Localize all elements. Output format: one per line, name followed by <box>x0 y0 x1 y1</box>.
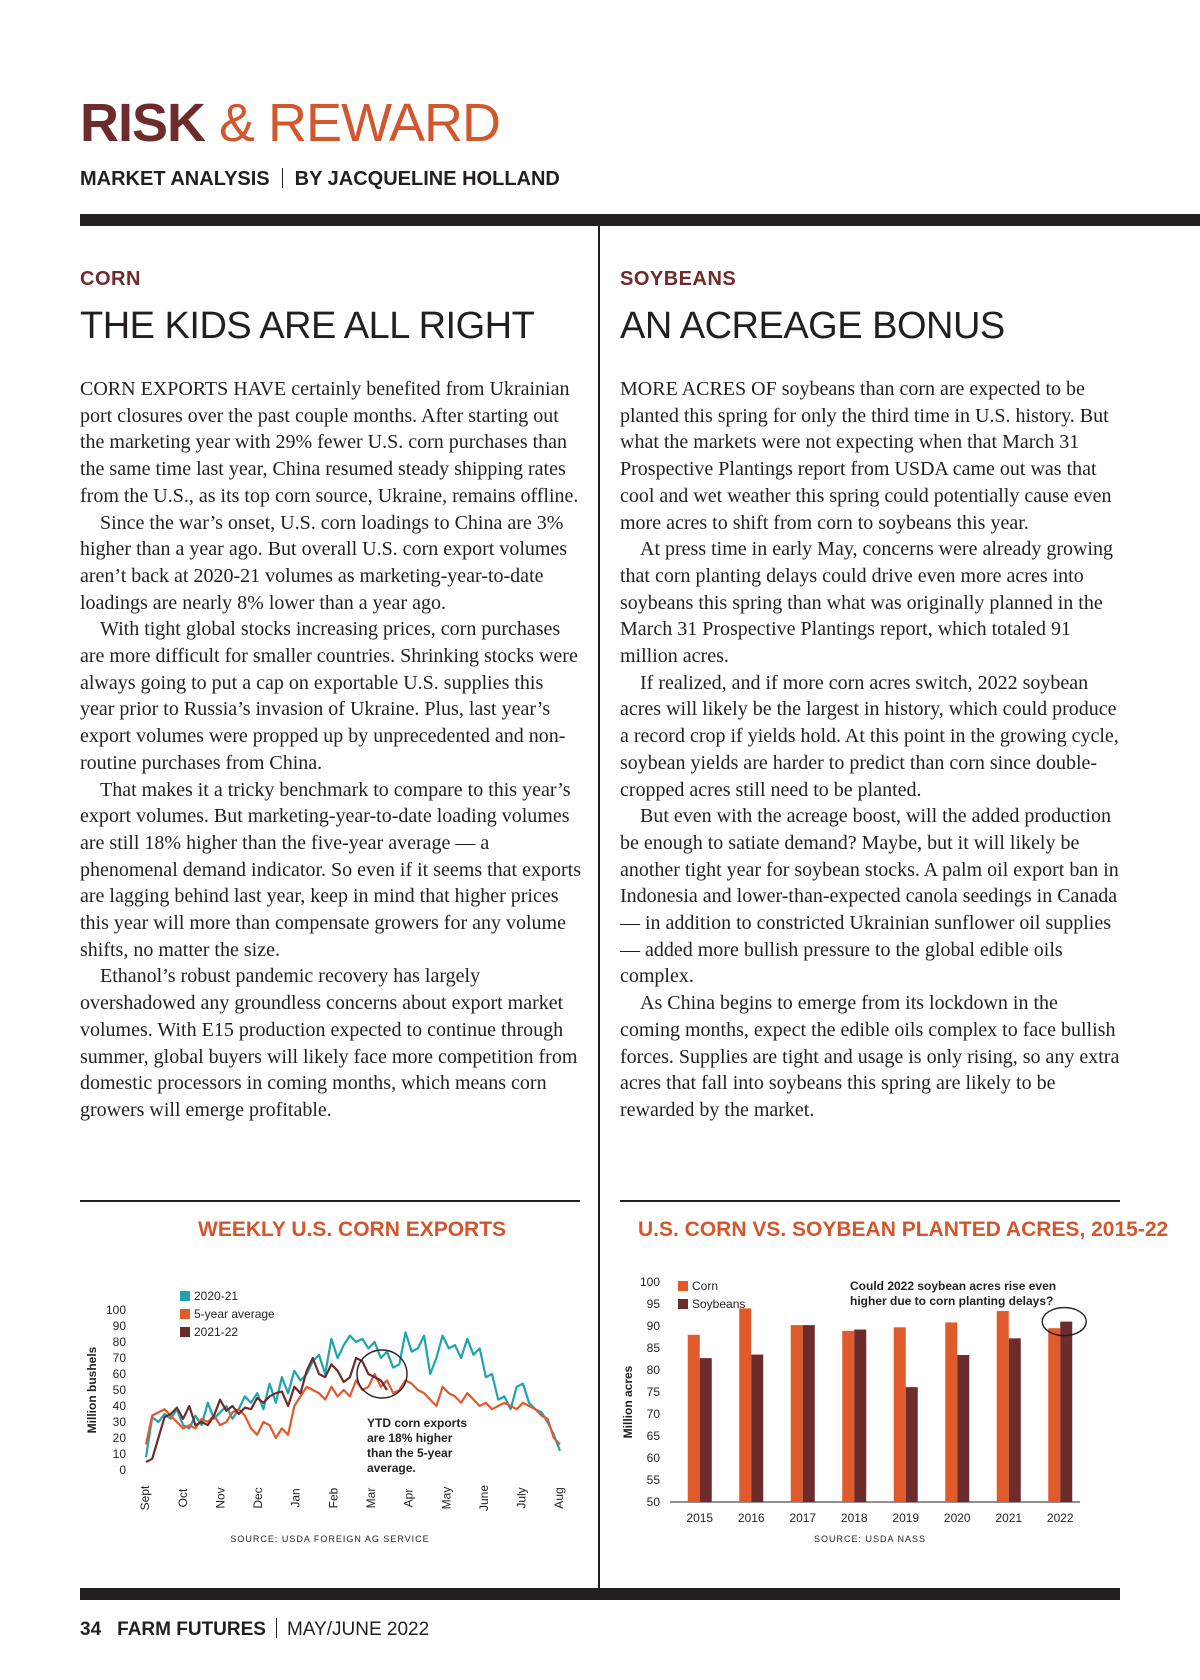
byline-separator <box>282 168 283 188</box>
x-tick-label: 2017 <box>789 1511 817 1525</box>
footer-separator <box>276 1618 277 1638</box>
annotation-text: than the 5-year <box>367 1446 453 1460</box>
footer <box>80 1618 429 1641</box>
bar-soybeans <box>803 1325 815 1502</box>
y-tick-label: 80 <box>112 1335 126 1349</box>
bar-soybeans <box>906 1387 918 1502</box>
soybeans-paragraph: But even with the acreage boost, will the added production be enough to satiate demand? Maybe, but it will likely be another tight year for soybean stocks. A palm oil export ban in Indonesia and lower-than-expected canola seedings in Canada — in addition to constricted Ukrainian sunflower oil supplies — added more bullish pressure to the global edible oils complex. <box>620 805 1119 988</box>
x-tick-label: 2018 <box>840 1511 868 1525</box>
legend-label: 5-year average <box>194 1307 275 1321</box>
y-tick-label: 100 <box>639 1275 660 1289</box>
magazine-name: FARM FUTURES <box>117 1619 266 1640</box>
series-line <box>146 1374 560 1444</box>
acres-chart <box>620 1270 1120 1550</box>
page-number: 34 <box>80 1619 102 1640</box>
x-tick-label: 2015 <box>686 1511 714 1525</box>
x-tick-label: Feb <box>326 1487 341 1509</box>
y-axis-label: Million bushels <box>85 1346 99 1434</box>
bar-corn <box>894 1327 906 1502</box>
series-line <box>146 1332 560 1457</box>
chart-source: SOURCE: USDA FOREIGN AG SERVICE <box>230 1534 430 1544</box>
corn-paragraph: Since the war’s onset, U.S. corn loadings to China are 3% higher than a year ago. But overall U.S. corn export volumes aren’t back at 2020-21 volumes as marketing-year-to-date loadings are nearly 8% lower than a year ago. <box>80 511 568 614</box>
soybeans-paragraph: As China begins to emerge from its lockdown in the coming months, expect the edible oils complex to face bullish forces. Supplies are tight and usage is only rising, so any extra acres that fall into soybeans this spring are likely to be rewarded by the market. <box>620 992 1120 1121</box>
y-tick-label: 60 <box>112 1367 126 1381</box>
y-tick-label: 20 <box>112 1431 126 1445</box>
x-tick-label: 2022 <box>1046 1511 1074 1525</box>
y-tick-label: 60 <box>646 1451 660 1465</box>
bar-corn <box>945 1322 957 1502</box>
legend-label: 2020-21 <box>194 1289 239 1303</box>
x-tick-label: Aug <box>552 1487 567 1509</box>
y-axis-label: Million acres <box>621 1365 635 1439</box>
x-tick-label: Nov <box>213 1487 228 1509</box>
y-tick-label: 80 <box>646 1363 660 1377</box>
legend-swatch <box>180 1327 190 1337</box>
page-title <box>80 92 500 154</box>
legend-swatch <box>180 1291 190 1301</box>
x-tick-label: 2020 <box>943 1511 971 1525</box>
corn-headline: THE KIDS ARE ALL RIGHT <box>80 305 535 347</box>
soybeans-body <box>620 376 1120 1124</box>
corn-exports-chart-title: WEEKLY U.S. CORN EXPORTS <box>198 1218 507 1241</box>
soybeans-paragraph: MORE ACRES OF soybeans than corn are expected to be planted this spring for only the third time in U.S. history. But what the markets were not expecting when that March 31 Prospective Plantings report from USDA came out was that cool and wet weather this spring could potentially cause even more acres to shift from corn to soybeans this year. <box>620 378 1112 534</box>
bar-corn <box>791 1325 803 1502</box>
x-tick-label: July <box>514 1487 529 1509</box>
x-tick-label: Dec <box>251 1487 266 1509</box>
annotation-text: YTD corn exports <box>367 1416 468 1430</box>
soybeans-paragraph: At press time in early May, concerns were already growing that corn planting delays could drive even more acres into soybeans this spring than what was originally planned in the March 31 Prospective Plantings report, which totaled 91 million acres. <box>620 538 1113 668</box>
y-tick-label: 30 <box>112 1415 126 1429</box>
x-tick-label: Mar <box>363 1487 378 1509</box>
soybeans-article <box>620 268 1120 1124</box>
corn-exports-chart <box>80 1270 580 1550</box>
y-tick-label: 55 <box>646 1473 660 1487</box>
y-tick-label: 90 <box>646 1319 660 1333</box>
x-tick-label: 2021 <box>995 1511 1023 1525</box>
annotation-text: higher due to corn planting delays? <box>850 1294 1054 1308</box>
annotation-text: Could 2022 soybean acres rise even <box>850 1279 1057 1293</box>
bar-corn <box>688 1335 700 1502</box>
bar-corn <box>842 1331 854 1502</box>
y-tick-label: 75 <box>646 1385 660 1399</box>
bar-corn <box>1048 1328 1060 1502</box>
legend-swatch <box>678 1281 688 1291</box>
chart-source: SOURCE: USDA NASS <box>813 1534 927 1544</box>
issue-date: MAY/JUNE 2022 <box>286 1619 430 1640</box>
y-tick-label: 90 <box>112 1319 126 1333</box>
x-tick-label: May <box>439 1486 454 1510</box>
section-label: MARKET ANALYSIS <box>80 168 270 190</box>
title-light: & REWARD <box>219 93 501 153</box>
bar-soybeans <box>1009 1338 1021 1502</box>
bar-soybeans <box>1060 1322 1072 1502</box>
bar-soybeans <box>700 1358 712 1502</box>
legend-swatch <box>678 1299 688 1309</box>
soybeans-headline: AN ACREAGE BONUS <box>620 305 1005 347</box>
annotation-text: average. <box>367 1461 416 1475</box>
corn-article <box>80 268 582 1124</box>
bottom-rule <box>80 1588 1120 1600</box>
y-tick-label: 40 <box>112 1399 126 1413</box>
x-tick-label: Sept <box>138 1485 153 1511</box>
bar-soybeans <box>751 1355 763 1502</box>
x-tick-label: Jan <box>288 1488 303 1508</box>
series-line <box>146 1358 387 1462</box>
corn-paragraph: With tight global stocks increasing prices, corn purchases are more difficult for smaller countries. Shrinking stocks were always going to put a cap on exportable U.S. supplies this year prior to Russia’s invasion of Ukraine. Plus, last year’s export volumes were propped up by unprecedented and non-routine purchases from China. <box>80 618 578 774</box>
column-divider <box>598 226 600 1588</box>
legend-label: Soybeans <box>692 1297 746 1311</box>
legend-label: Corn <box>692 1279 719 1293</box>
legend-swatch <box>180 1309 190 1319</box>
corn-paragraph: That makes it a tricky benchmark to compare to this year’s export volumes. But marketing-year-to-date loading volumes are still 18% higher than the five-year average — a phenomenal demand indicator. So even if it seems that exports are lagging behind last year, keep in mind that higher prices this year will more than compensate growers for any volume shifts, no matter the size. <box>80 778 581 961</box>
bar-corn <box>997 1311 1009 1502</box>
bar-soybeans <box>854 1330 866 1502</box>
byline-bar <box>80 168 560 191</box>
corn-paragraph: Ethanol’s robust pandemic recovery has largely overshadowed any groundless concerns about export market volumes. With E15 production expected to continue through summer, global buyers will likely face more competition from domestic processors in coming months, which means corn growers will emerge profitable. <box>80 965 578 1121</box>
x-tick-label: Oct <box>175 1488 190 1508</box>
title-bold: RISK <box>80 93 206 153</box>
corn-kicker: CORN <box>80 268 141 290</box>
legend-label: 2021-22 <box>194 1325 239 1339</box>
y-tick-label: 100 <box>105 1303 126 1317</box>
x-tick-label: June <box>476 1484 491 1512</box>
soybeans-paragraph: If realized, and if more corn acres switch, 2022 soybean acres will likely be the largest in history, which could produce a record crop if yields hold. At this point in the growing cycle, soybean yields are harder to predict than corn since double-cropped acres still need to be planted. <box>620 671 1119 801</box>
y-tick-label: 65 <box>646 1429 660 1443</box>
y-tick-label: 10 <box>112 1447 126 1461</box>
bar-corn <box>739 1308 751 1502</box>
top-rule <box>80 214 1200 226</box>
soybeans-kicker: SOYBEANS <box>620 268 737 290</box>
chart-rule-right <box>620 1200 1120 1202</box>
x-tick-label: 2016 <box>737 1511 765 1525</box>
chart-rule-left <box>80 1200 580 1202</box>
x-tick-label: Apr <box>401 1488 416 1508</box>
y-tick-label: 95 <box>646 1297 660 1311</box>
annotation-text: are 18% higher <box>367 1431 453 1445</box>
y-tick-label: 50 <box>646 1495 660 1509</box>
acres-chart-title: U.S. CORN VS. SOYBEAN PLANTED ACRES, 2015-22 <box>638 1218 1169 1241</box>
y-tick-label: 70 <box>646 1407 660 1421</box>
y-tick-label: 50 <box>112 1383 126 1397</box>
y-tick-label: 0 <box>119 1463 126 1477</box>
corn-paragraph: CORN EXPORTS HAVE certainly benefited from Ukrainian port closures over the past couple months. After starting out the marketing year with 29% fewer U.S. corn purchases than the same time last year, China resumed steady shipping rates from the U.S., as its top corn source, Ukraine, remains offline. <box>80 378 579 507</box>
corn-body <box>80 376 582 1124</box>
y-tick-label: 70 <box>112 1351 126 1365</box>
y-tick-label: 85 <box>646 1341 660 1355</box>
x-tick-label: 2019 <box>892 1511 920 1525</box>
byline: BY JACQUELINE HOLLAND <box>294 168 560 190</box>
bar-soybeans <box>957 1355 969 1502</box>
